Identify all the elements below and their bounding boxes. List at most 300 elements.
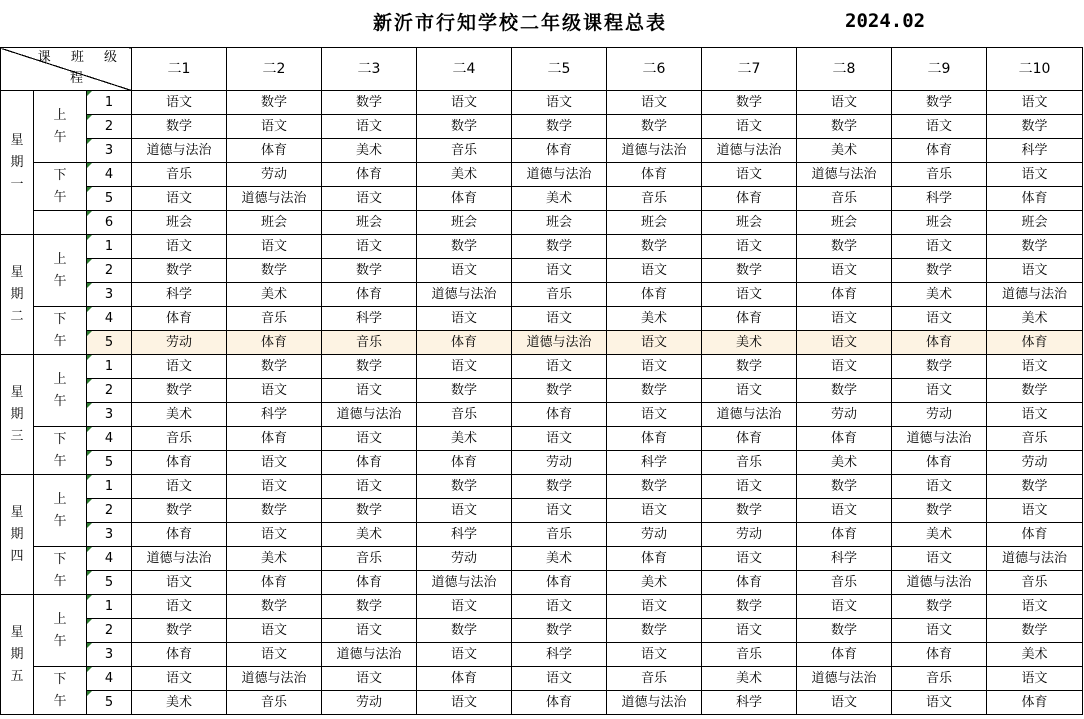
class-header-7: 二7	[702, 48, 797, 91]
subject-cell: 音乐	[607, 187, 702, 211]
subject-cell: 体育	[417, 667, 512, 691]
subject-cell: 美术	[132, 691, 227, 715]
subject-cell: 语文	[892, 307, 987, 331]
subject-cell: 体育	[512, 139, 607, 163]
subject-cell: 音乐	[417, 139, 512, 163]
corner-header-cell	[1, 48, 132, 91]
subject-cell: 数学	[987, 379, 1083, 403]
subject-cell: 班会	[892, 211, 987, 235]
period-number: 3	[87, 523, 132, 547]
subject-cell: 音乐	[132, 427, 227, 451]
subject-cell: 道德与法治	[417, 283, 512, 307]
subject-cell: 体育	[797, 427, 892, 451]
period-number: 5	[87, 451, 132, 475]
subject-cell: 数学	[892, 259, 987, 283]
subject-cell: 数学	[512, 619, 607, 643]
day-label: 星期一	[1, 91, 34, 235]
subject-cell: 语文	[417, 643, 512, 667]
subject-cell: 道德与法治	[797, 163, 892, 187]
session-label: 上午	[34, 355, 87, 427]
schedule-row	[1, 139, 1083, 163]
subject-cell: 语文	[417, 595, 512, 619]
subject-cell: 语文	[132, 355, 227, 379]
subject-cell: 班会	[512, 211, 607, 235]
subject-cell: 体育	[322, 571, 417, 595]
subject-cell: 体育	[702, 427, 797, 451]
subject-cell: 美术	[607, 571, 702, 595]
subject-cell: 道德与法治	[892, 427, 987, 451]
subject-cell: 语文	[227, 379, 322, 403]
subject-cell: 数学	[227, 595, 322, 619]
subject-cell: 音乐	[512, 283, 607, 307]
subject-cell: 体育	[227, 427, 322, 451]
subject-cell: 体育	[512, 691, 607, 715]
schedule-row	[1, 475, 1083, 499]
subject-cell: 数学	[797, 379, 892, 403]
subject-cell: 美术	[512, 547, 607, 571]
session-label: 下午	[34, 667, 87, 715]
subject-cell: 语文	[987, 259, 1083, 283]
subject-cell: 音乐	[227, 691, 322, 715]
subject-cell: 音乐	[797, 571, 892, 595]
subject-cell: 语文	[797, 307, 892, 331]
schedule-row	[1, 187, 1083, 211]
subject-cell: 美术	[892, 523, 987, 547]
subject-cell: 数学	[607, 475, 702, 499]
subject-cell: 语文	[702, 619, 797, 643]
subject-cell: 语文	[892, 619, 987, 643]
subject-cell: 体育	[227, 331, 322, 355]
subject-cell: 美术	[132, 403, 227, 427]
period-number: 5	[87, 187, 132, 211]
period-number: 1	[87, 595, 132, 619]
subject-cell: 语文	[892, 691, 987, 715]
subject-cell: 体育	[512, 571, 607, 595]
subject-cell: 语文	[512, 259, 607, 283]
class-header-3: 二3	[322, 48, 417, 91]
subject-cell: 体育	[892, 643, 987, 667]
subject-cell: 数学	[797, 619, 892, 643]
subject-cell: 劳动	[512, 451, 607, 475]
day-label: 星期三	[1, 355, 34, 475]
schedule-row	[1, 403, 1083, 427]
session-label	[34, 211, 87, 235]
schedule-row	[1, 355, 1083, 379]
subject-cell: 体育	[417, 187, 512, 211]
subject-cell: 语文	[512, 355, 607, 379]
subject-cell: 道德与法治	[322, 403, 417, 427]
period-number: 1	[87, 91, 132, 115]
subject-cell: 语文	[702, 547, 797, 571]
subject-cell: 语文	[987, 499, 1083, 523]
subject-cell: 体育	[987, 691, 1083, 715]
subject-cell: 体育	[987, 187, 1083, 211]
class-header-5: 二5	[512, 48, 607, 91]
subject-cell: 道德与法治	[987, 283, 1083, 307]
subject-cell: 语文	[512, 427, 607, 451]
subject-cell: 体育	[417, 331, 512, 355]
subject-cell: 数学	[132, 619, 227, 643]
schedule-row	[1, 547, 1083, 571]
subject-cell: 音乐	[607, 667, 702, 691]
subject-cell: 数学	[702, 499, 797, 523]
class-header-6: 二6	[607, 48, 702, 91]
subject-cell: 体育	[132, 523, 227, 547]
subject-cell: 数学	[227, 355, 322, 379]
subject-cell: 数学	[892, 499, 987, 523]
subject-cell: 数学	[987, 235, 1083, 259]
subject-cell: 语文	[702, 163, 797, 187]
subject-cell: 劳动	[132, 331, 227, 355]
subject-cell: 班会	[607, 211, 702, 235]
subject-cell: 数学	[892, 595, 987, 619]
subject-cell: 数学	[227, 259, 322, 283]
subject-cell: 道德与法治	[512, 163, 607, 187]
period-number: 1	[87, 235, 132, 259]
subject-cell: 美术	[417, 163, 512, 187]
subject-cell: 劳动	[702, 523, 797, 547]
period-number: 2	[87, 619, 132, 643]
subject-cell: 劳动	[797, 403, 892, 427]
subject-cell: 语文	[607, 595, 702, 619]
subject-cell: 语文	[702, 115, 797, 139]
subject-cell: 音乐	[417, 403, 512, 427]
period-number: 5	[87, 331, 132, 355]
subject-cell: 语文	[797, 259, 892, 283]
subject-cell: 数学	[512, 235, 607, 259]
session-label: 上午	[34, 595, 87, 667]
subject-cell: 音乐	[702, 643, 797, 667]
schedule-row	[1, 91, 1083, 115]
subject-cell: 语文	[607, 355, 702, 379]
subject-cell: 音乐	[987, 427, 1083, 451]
subject-cell: 体育	[892, 451, 987, 475]
subject-cell: 语文	[512, 499, 607, 523]
subject-cell: 语文	[417, 259, 512, 283]
subject-cell: 体育	[797, 283, 892, 307]
subject-cell: 语文	[607, 91, 702, 115]
subject-cell: 语文	[417, 91, 512, 115]
subject-cell: 体育	[892, 331, 987, 355]
subject-cell: 语文	[417, 307, 512, 331]
subject-cell: 数学	[132, 499, 227, 523]
subject-cell: 道德与法治	[132, 139, 227, 163]
subject-cell: 语文	[227, 235, 322, 259]
subject-cell: 美术	[702, 331, 797, 355]
subject-cell: 美术	[797, 139, 892, 163]
subject-cell: 语文	[797, 331, 892, 355]
subject-cell: 体育	[322, 163, 417, 187]
subject-cell: 体育	[607, 547, 702, 571]
subject-cell: 数学	[417, 379, 512, 403]
subject-cell: 语文	[132, 667, 227, 691]
subject-cell: 体育	[607, 163, 702, 187]
subject-cell: 道德与法治	[892, 571, 987, 595]
schedule-row	[1, 619, 1083, 643]
subject-cell: 数学	[417, 115, 512, 139]
period-number: 3	[87, 283, 132, 307]
subject-cell: 语文	[892, 115, 987, 139]
subject-cell: 道德与法治	[702, 403, 797, 427]
subject-cell: 音乐	[702, 451, 797, 475]
subject-cell: 体育	[132, 643, 227, 667]
session-label: 下午	[34, 427, 87, 475]
subject-cell: 语文	[322, 187, 417, 211]
period-number: 1	[87, 475, 132, 499]
subject-cell: 道德与法治	[797, 667, 892, 691]
subject-cell: 数学	[322, 91, 417, 115]
subject-cell: 语文	[512, 667, 607, 691]
class-header-10: 二10	[987, 48, 1083, 91]
subject-cell: 语文	[132, 475, 227, 499]
schedule-row	[1, 643, 1083, 667]
period-number: 4	[87, 307, 132, 331]
subject-cell: 语文	[227, 643, 322, 667]
subject-cell: 音乐	[892, 163, 987, 187]
class-header-2: 二2	[227, 48, 322, 91]
subject-cell: 道德与法治	[607, 691, 702, 715]
subject-cell: 语文	[512, 595, 607, 619]
subject-cell: 音乐	[512, 523, 607, 547]
subject-cell: 班会	[132, 211, 227, 235]
subject-cell: 道德与法治	[417, 571, 512, 595]
subject-cell: 数学	[132, 115, 227, 139]
subject-cell: 语文	[797, 91, 892, 115]
subject-cell: 科学	[132, 283, 227, 307]
term-date: 2024.02	[845, 10, 926, 32]
period-number: 3	[87, 139, 132, 163]
session-label: 下午	[34, 547, 87, 595]
subject-cell: 体育	[702, 307, 797, 331]
period-number: 2	[87, 499, 132, 523]
subject-cell: 数学	[227, 499, 322, 523]
schedule-row	[1, 595, 1083, 619]
subject-cell: 体育	[227, 139, 322, 163]
subject-cell: 劳动	[987, 451, 1083, 475]
subject-cell: 语文	[797, 355, 892, 379]
subject-cell: 体育	[322, 451, 417, 475]
period-number: 4	[87, 427, 132, 451]
subject-cell: 语文	[322, 235, 417, 259]
subject-cell: 科学	[512, 643, 607, 667]
subject-cell: 语文	[132, 571, 227, 595]
subject-cell: 语文	[702, 379, 797, 403]
header-row	[1, 48, 1083, 91]
session-label: 下午	[34, 307, 87, 355]
subject-cell: 语文	[987, 91, 1083, 115]
subject-cell: 体育	[322, 283, 417, 307]
subject-cell: 数学	[702, 91, 797, 115]
subject-cell: 数学	[797, 475, 892, 499]
day-label: 星期二	[1, 235, 34, 355]
subject-cell: 语文	[702, 283, 797, 307]
subject-cell: 科学	[797, 547, 892, 571]
subject-cell: 数学	[607, 235, 702, 259]
subject-cell: 数学	[702, 259, 797, 283]
subject-cell: 美术	[512, 187, 607, 211]
subject-cell: 语文	[132, 187, 227, 211]
subject-cell: 数学	[132, 379, 227, 403]
subject-cell: 语文	[892, 475, 987, 499]
schedule-row	[1, 283, 1083, 307]
subject-cell: 班会	[987, 211, 1083, 235]
subject-cell: 语文	[892, 547, 987, 571]
subject-cell: 道德与法治	[607, 139, 702, 163]
subject-cell: 体育	[607, 427, 702, 451]
corner-label-top: 课 班 级	[37, 50, 126, 65]
subject-cell: 数学	[322, 259, 417, 283]
schedule-row	[1, 571, 1083, 595]
subject-cell: 道德与法治	[512, 331, 607, 355]
class-header-8: 二8	[797, 48, 892, 91]
subject-cell: 劳动	[417, 547, 512, 571]
subject-cell: 数学	[797, 115, 892, 139]
period-number: 4	[87, 547, 132, 571]
subject-cell: 语文	[132, 235, 227, 259]
subject-cell: 音乐	[132, 163, 227, 187]
subject-cell: 体育	[797, 643, 892, 667]
subject-cell: 科学	[227, 403, 322, 427]
subject-cell: 语文	[322, 475, 417, 499]
period-number: 5	[87, 691, 132, 715]
subject-cell: 体育	[227, 571, 322, 595]
subject-cell: 美术	[227, 283, 322, 307]
period-number: 3	[87, 403, 132, 427]
subject-cell: 数学	[987, 619, 1083, 643]
subject-cell: 语文	[227, 115, 322, 139]
subject-cell: 数学	[607, 115, 702, 139]
subject-cell: 科学	[607, 451, 702, 475]
subject-cell: 语文	[322, 667, 417, 691]
subject-cell: 语文	[417, 691, 512, 715]
subject-cell: 美术	[797, 451, 892, 475]
schedule-row	[1, 451, 1083, 475]
subject-cell: 体育	[797, 523, 892, 547]
period-number: 1	[87, 355, 132, 379]
subject-cell: 音乐	[322, 331, 417, 355]
day-label: 星期四	[1, 475, 34, 595]
period-number: 3	[87, 643, 132, 667]
schedule-row	[1, 235, 1083, 259]
subject-cell: 体育	[607, 283, 702, 307]
subject-cell: 语文	[987, 403, 1083, 427]
subject-cell: 语文	[227, 523, 322, 547]
subject-cell: 道德与法治	[227, 187, 322, 211]
subject-cell: 语文	[322, 379, 417, 403]
period-number: 4	[87, 163, 132, 187]
subject-cell: 美术	[702, 667, 797, 691]
subject-cell: 语文	[797, 499, 892, 523]
subject-cell: 语文	[892, 235, 987, 259]
subject-cell: 班会	[417, 211, 512, 235]
subject-cell: 体育	[132, 307, 227, 331]
subject-cell: 美术	[987, 643, 1083, 667]
page-title: 新沂市行知学校二年级课程总表	[372, 12, 667, 34]
subject-cell: 美术	[607, 307, 702, 331]
period-number: 4	[87, 667, 132, 691]
subject-cell: 音乐	[987, 571, 1083, 595]
subject-cell: 美术	[892, 283, 987, 307]
period-number: 5	[87, 571, 132, 595]
subject-cell: 语文	[797, 691, 892, 715]
schedule-row	[1, 115, 1083, 139]
schedule-row	[1, 499, 1083, 523]
schedule-row	[1, 259, 1083, 283]
subject-cell: 语文	[797, 595, 892, 619]
day-label: 星期五	[1, 595, 34, 715]
subject-cell: 班会	[702, 211, 797, 235]
subject-cell: 道德与法治	[322, 643, 417, 667]
subject-cell: 语文	[987, 355, 1083, 379]
subject-cell: 数学	[512, 475, 607, 499]
subject-cell: 语文	[322, 619, 417, 643]
subject-cell: 道德与法治	[227, 667, 322, 691]
subject-cell: 体育	[892, 139, 987, 163]
period-number: 2	[87, 379, 132, 403]
subject-cell: 美术	[417, 427, 512, 451]
session-label: 上午	[34, 475, 87, 547]
subject-cell: 数学	[322, 499, 417, 523]
class-header-1: 二1	[132, 48, 227, 91]
subject-cell: 体育	[702, 571, 797, 595]
session-label: 下午	[34, 163, 87, 211]
schedule-row	[1, 163, 1083, 187]
session-label: 上午	[34, 91, 87, 163]
subject-cell: 语文	[702, 235, 797, 259]
subject-cell: 体育	[702, 187, 797, 211]
subject-cell: 体育	[987, 331, 1083, 355]
subject-cell: 数学	[987, 475, 1083, 499]
subject-cell: 数学	[607, 619, 702, 643]
subject-cell: 美术	[322, 139, 417, 163]
subject-cell: 体育	[987, 523, 1083, 547]
subject-cell: 劳动	[322, 691, 417, 715]
corner-label-bottom: 程	[70, 71, 84, 86]
subject-cell: 数学	[512, 379, 607, 403]
subject-cell: 数学	[702, 595, 797, 619]
subject-cell: 数学	[892, 91, 987, 115]
subject-cell: 体育	[417, 451, 512, 475]
subject-cell: 美术	[322, 523, 417, 547]
subject-cell: 语文	[987, 595, 1083, 619]
subject-cell: 体育	[132, 451, 227, 475]
schedule-row	[1, 427, 1083, 451]
subject-cell: 劳动	[227, 163, 322, 187]
subject-cell: 语文	[132, 91, 227, 115]
subject-cell: 语文	[417, 355, 512, 379]
subject-cell: 语文	[322, 115, 417, 139]
schedule-row	[1, 307, 1083, 331]
schedule-row	[1, 667, 1083, 691]
subject-cell: 道德与法治	[132, 547, 227, 571]
subject-cell: 音乐	[892, 667, 987, 691]
subject-cell: 数学	[607, 379, 702, 403]
period-number: 2	[87, 259, 132, 283]
subject-cell: 数学	[512, 115, 607, 139]
subject-cell: 语文	[607, 259, 702, 283]
subject-cell: 语文	[987, 667, 1083, 691]
schedule-row	[1, 331, 1083, 355]
subject-cell: 数学	[417, 475, 512, 499]
subject-cell: 班会	[227, 211, 322, 235]
subject-cell: 语文	[892, 379, 987, 403]
subject-cell: 音乐	[227, 307, 322, 331]
subject-cell: 语文	[512, 307, 607, 331]
subject-cell: 劳动	[607, 523, 702, 547]
subject-cell: 道德与法治	[987, 547, 1083, 571]
subject-cell: 班会	[322, 211, 417, 235]
subject-cell: 数学	[132, 259, 227, 283]
